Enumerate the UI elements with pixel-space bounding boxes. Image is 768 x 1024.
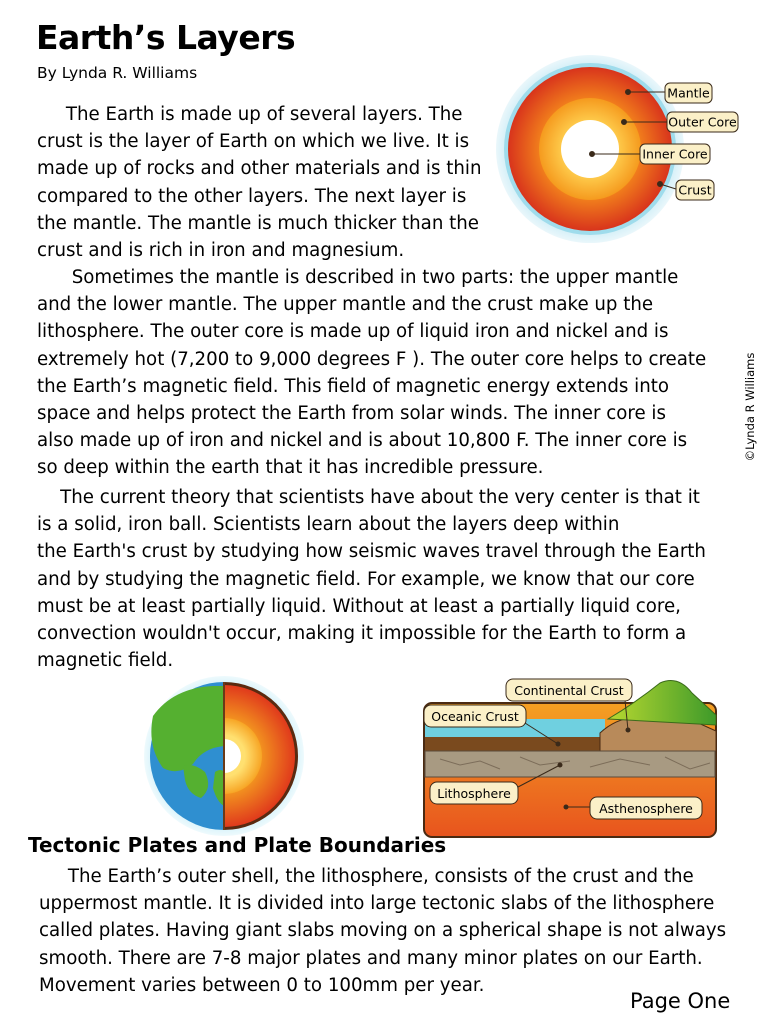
plate-cross-section-diagram xyxy=(420,675,720,840)
text-line: The Earth’s outer shell, the lithosphere, consists of the crust and the xyxy=(39,866,694,887)
text-line: The current theory that scientists have about the very center is that it xyxy=(37,487,700,508)
svg-text:Crust: Crust xyxy=(678,182,712,198)
text-line: made up of rocks and other materials and is thin xyxy=(37,158,482,180)
text-line: and by studying the magnetic field. For example, we know that our core xyxy=(37,568,695,590)
text-line: the mantle. The mantle is much thicker than the xyxy=(37,212,479,234)
intro-paragraph xyxy=(37,101,481,264)
text-line: is a solid, iron ball. Scientists learn about the layers deep within xyxy=(37,514,620,536)
text-line: called plates. Having giant slabs moving on a spherical shape is not always xyxy=(39,920,727,942)
text-line: crust and is rich in iron and magnesium. xyxy=(37,240,405,262)
inner-core-layer xyxy=(561,120,619,178)
crust-label xyxy=(676,180,714,200)
outer-core-label xyxy=(667,112,738,132)
text-line: also made up of iron and nickel and is about 10,800 F. The inner core is xyxy=(37,430,688,452)
page-title: Earth’s Layers xyxy=(36,18,296,57)
text-line: space and helps protect the Earth from solar winds. The inner core is xyxy=(37,403,666,425)
text-line: compared to the other layers. The next layer is xyxy=(37,185,467,207)
continental-crust-label xyxy=(506,679,632,701)
globe-cutaway-illustration xyxy=(133,676,313,838)
svg-text:Mantle: Mantle xyxy=(667,85,710,101)
text-line: the Earth's crust by studying how seismic waves travel through the Earth xyxy=(37,541,706,563)
earth-layers-diagram xyxy=(490,54,740,244)
center-theory-paragraph xyxy=(37,484,706,674)
text-line: Sometimes the mantle is described in two parts: the upper mantle xyxy=(37,267,679,288)
section-heading: Tectonic Plates and Plate Boundaries xyxy=(28,833,447,857)
text-line: so deep within the earth that it has incredible pressure. xyxy=(37,457,544,479)
inner-core-label xyxy=(640,144,710,164)
copyright-notice: ©Lynda R Williams xyxy=(743,352,757,462)
text-line: lithosphere. The outer core is made up of liquid iron and nickel and is xyxy=(37,321,669,343)
text-line: uppermost mantle. It is divided into large tectonic slabs of the lithosphere xyxy=(39,893,715,915)
svg-text:Oceanic Crust: Oceanic Crust xyxy=(431,709,519,724)
asthenosphere-label xyxy=(590,797,702,819)
text-line: the Earth’s magnetic field. This field of magnetic energy extends into xyxy=(37,375,669,397)
tectonic-plates-paragraph xyxy=(39,863,726,999)
svg-text:Continental Crust: Continental Crust xyxy=(514,683,624,698)
svg-text:Lithosphere: Lithosphere xyxy=(437,786,511,801)
text-line: and the lower mantle. The upper mantle and the crust make up the xyxy=(37,294,654,316)
mantle-core-paragraph xyxy=(37,264,706,482)
svg-text:Outer Core: Outer Core xyxy=(668,114,737,130)
text-line: must be at least partially liquid. Without at least a partially liquid core, xyxy=(37,595,681,617)
text-line: smooth. There are 7-8 major plates and many minor plates on our Earth. xyxy=(39,947,703,969)
mantle-label xyxy=(665,83,712,103)
text-line: convection wouldn't occur, making it impossible for the Earth to form a xyxy=(37,623,687,645)
text-line: crust is the layer of Earth on which we live. It is xyxy=(37,131,470,153)
text-line: Movement varies between 0 to 100mm per year. xyxy=(39,974,485,996)
oceanic-crust-label xyxy=(424,705,526,727)
page-number: Page One xyxy=(630,989,731,1013)
lithosphere-label xyxy=(430,782,518,804)
text-line: extremely hot (7,200 to 9,000 degrees F ). The outer core helps to create xyxy=(37,348,707,370)
text-line: The Earth is made up of several layers. The xyxy=(37,104,463,125)
text-line: magnetic field. xyxy=(37,650,174,672)
svg-text:Asthenosphere: Asthenosphere xyxy=(599,801,693,816)
byline: By Lynda R. Williams xyxy=(37,64,198,82)
svg-text:Inner Core: Inner Core xyxy=(642,146,708,162)
